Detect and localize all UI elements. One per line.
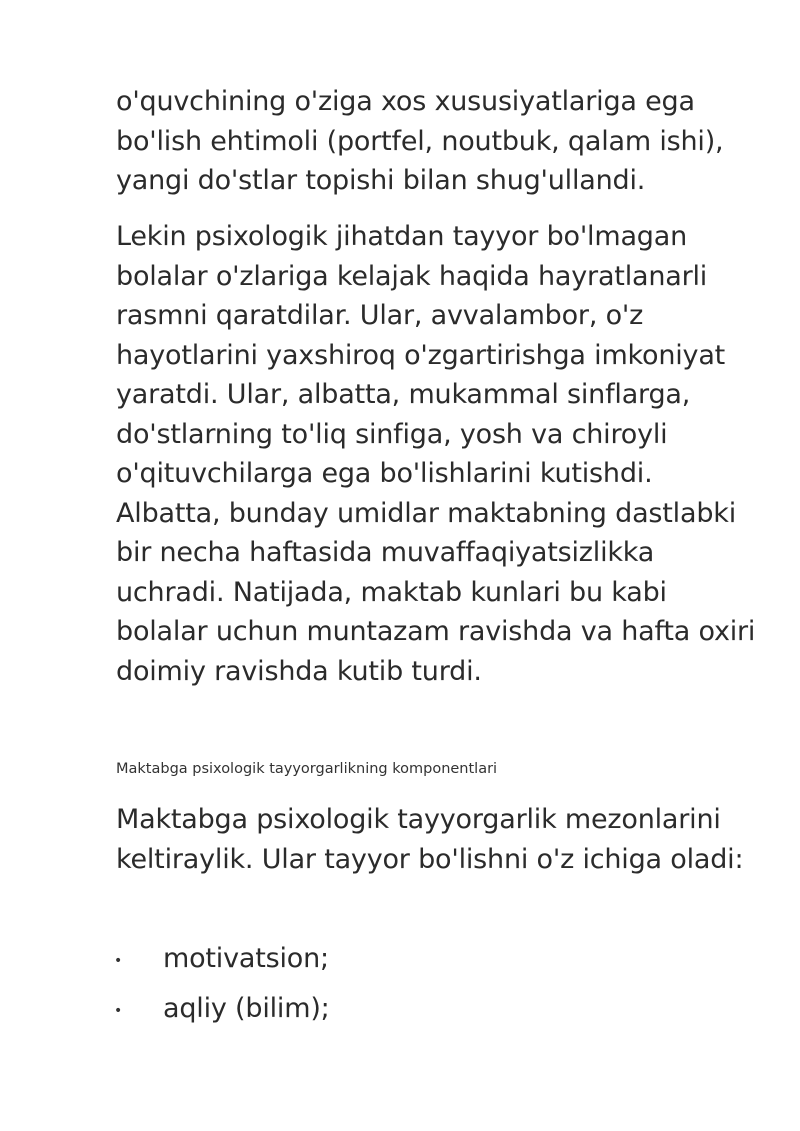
paragraph-unprepared-children: Lekin psixologik jihatdan tayyor bo'lmagan bolalar o'zlariga kelajak haqida hayratlanarli rasmni qaratdilar. Ular, avvalambor, o'z hayotlarini yaxshiroq o'zgartirishga imkoniyat yaratdi. Ular, albatta, mukammal sinflarga, do'stlarning to'liq sinfiga, yosh va chiroyli o'qituvchilarga ega bo'lishlarini kutishdi. Albatta, bunday umidlar maktabning dastlabki bir necha haftasida muvaffaqiyatsizlikka uchradi. Natijada, maktab kunlari bu kabi bolalar uchun muntazam ravishda va hafta oxiri doimiy ravishda kutib turdi. [116, 221, 756, 687]
bullet-icon: • [114, 953, 123, 969]
list-item-text: aqliy (bilim); [163, 993, 330, 1024]
list-item-text: motivatsion; [163, 943, 329, 974]
section-caption: Maktabga psixologik tayyorgarlikning komponentlari [116, 761, 498, 777]
bullet-icon: • [114, 1003, 123, 1019]
paragraph-readiness-criteria: Maktabga psixologik tayyorgarlik mezonlarini keltiraylik. Ular tayyor bo'lishni o'z ichiga oladi: [116, 804, 744, 875]
list-item [0, 988, 800, 1038]
paragraph-intro-continuation: o'quvchining o'ziga xos xususiyatlariga ega bo'lish ehtimoli (portfel, noutbuk, qalam ishi), yangi do'stlar topishi bilan shug'ullandi. [116, 86, 724, 196]
list-item [0, 938, 800, 988]
criteria-list [0, 938, 800, 1038]
